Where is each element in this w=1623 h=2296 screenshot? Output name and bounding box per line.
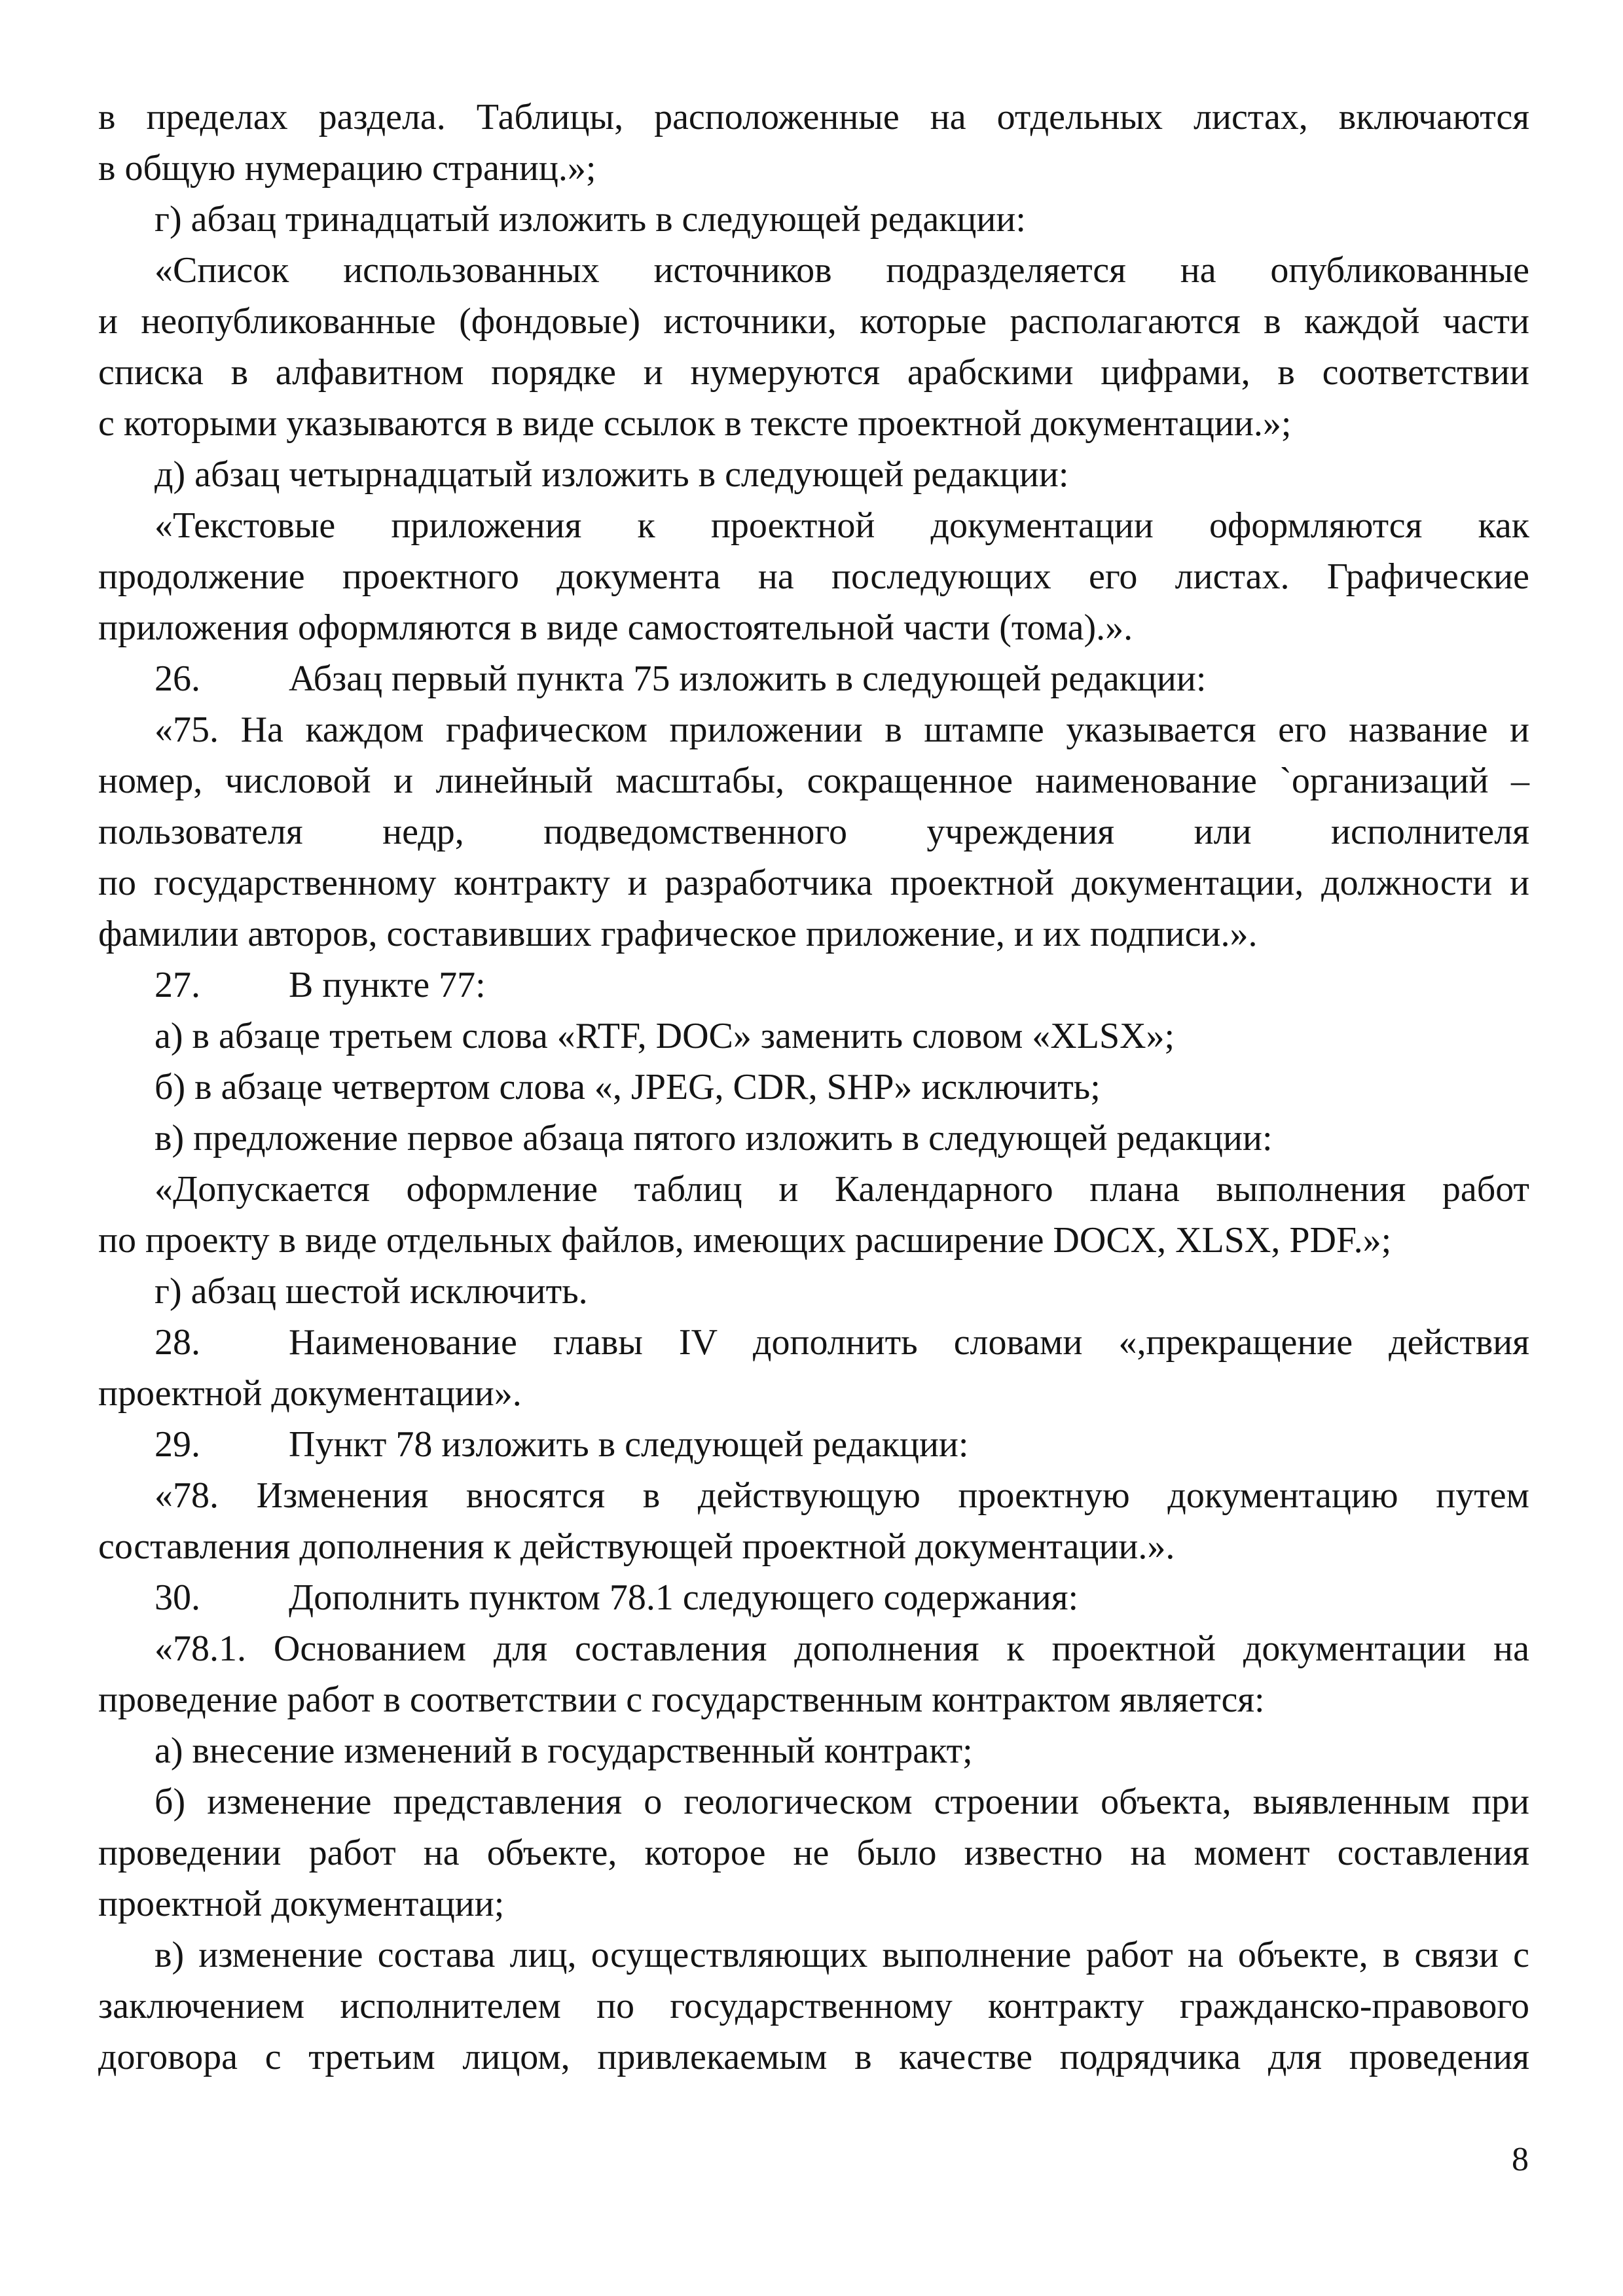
- text-line: по государственному контракту и разработчика проектной документации, должности и: [98, 863, 1529, 903]
- text-line: б) в абзаце четвертом слова «, JPEG, CDR, SHP» исключить;: [155, 1067, 1101, 1107]
- text-line: фамилии авторов, составивших графическое приложение, и их подписи.».: [98, 914, 1258, 954]
- text-line: приложения оформляются в виде самостоятельной части (тома).».: [98, 607, 1133, 648]
- text-line: «78. Изменения вносятся в действующую проектную документацию путем: [155, 1475, 1529, 1516]
- item-text: Дополнить пунктом 78.1 следующего содержания:: [289, 1577, 1079, 1618]
- text-line: а) в абзаце третьем слова «RTF, DOC» заменить словом «XLSX»;: [155, 1016, 1175, 1056]
- text-line: «78.1. Основанием для составления дополнения к проектной документации на: [155, 1628, 1529, 1669]
- text-line: списка в алфавитном порядке и нумеруются арабскими цифрами, в соответствии: [98, 352, 1529, 393]
- numbered-item-27: [98, 960, 1529, 1011]
- text-line: г) абзац тринадцатый изложить в следующей редакции:: [155, 199, 1026, 240]
- text-line: по проекту в виде отдельных файлов, имеющих расширение DOCX, XLSX, PDF.»;: [98, 1220, 1392, 1261]
- numbered-item-30: [98, 1572, 1529, 1623]
- text-line: проектной документации».: [98, 1373, 522, 1414]
- text-line: а) внесение изменений в государственный контракт;: [155, 1731, 973, 1771]
- document-body: [98, 92, 1529, 2083]
- item-text: Пункт 78 изложить в следующей редакции:: [289, 1424, 969, 1465]
- item-text: Наименование главы IV дополнить словами «,прекращение действия: [289, 1322, 1529, 1363]
- page-number: 8: [1512, 2141, 1529, 2178]
- item-number: 28.: [155, 1322, 200, 1363]
- text-line: продолжение проектного документа на последующих его листах. Графические: [98, 556, 1529, 597]
- item-text: В пункте 77:: [289, 965, 486, 1005]
- text-line: заключением исполнителем по государственному контракту гражданско-правового: [98, 1986, 1529, 2026]
- text-line: в общую нумерацию страниц.»;: [98, 148, 596, 188]
- text-line: проектной документации;: [98, 1884, 505, 1924]
- text-line: г) абзац шестой исключить.: [155, 1271, 588, 1312]
- text-line: в) изменение состава лиц, осуществляющих выполнение работ на объекте, в связи с: [155, 1935, 1529, 1975]
- numbered-item-28: [98, 1317, 1529, 1368]
- item-number: 30.: [155, 1577, 200, 1618]
- text-line: составления дополнения к действующей проектной документации.».: [98, 1526, 1175, 1567]
- text-line: в) предложение первое абзаца пятого изложить в следующей редакции:: [155, 1118, 1273, 1158]
- text-line: проведении работ на объекте, которое не было известно на момент составления: [98, 1833, 1529, 1873]
- item-number: 27.: [155, 965, 200, 1005]
- text-line: с которыми указываются в виде ссылок в тексте проектной документации.»;: [98, 403, 1292, 444]
- item-number: 29.: [155, 1424, 200, 1465]
- text-line: договора с третьим лицом, привлекаемым в качестве подрядчика для проведения: [98, 2037, 1529, 2077]
- text-line: и неопубликованные (фондовые) источники, которые располагаются в каждой части: [98, 301, 1529, 342]
- text-line: «Текстовые приложения к проектной документации оформляются как: [155, 505, 1529, 546]
- text-line: «Список использованных источников подразделяется на опубликованные: [155, 250, 1529, 291]
- item-text: Абзац первый пункта 75 изложить в следующей редакции:: [289, 658, 1207, 699]
- text-line: проведение работ в соответствии с государственным контрактом является:: [98, 1679, 1265, 1720]
- text-line: д) абзац четырнадцатый изложить в следующей редакции:: [155, 454, 1069, 495]
- text-line: «75. На каждом графическом приложении в штампе указывается его название и: [155, 709, 1529, 750]
- text-line: в пределах раздела. Таблицы, расположенные на отдельных листах, включаются: [98, 97, 1529, 137]
- text-line: «Допускается оформление таблиц и Календарного плана выполнения работ: [155, 1169, 1529, 1210]
- text-line: б) изменение представления о геологическом строении объекта, выявленным при: [155, 1782, 1529, 1822]
- numbered-item-26: [98, 653, 1529, 704]
- text-line: пользователя недр, подведомственного учреждения или исполнителя: [98, 812, 1529, 852]
- numbered-item-29: [98, 1419, 1529, 1470]
- item-number: 26.: [155, 658, 200, 699]
- text-line: номер, числовой и линейный масштабы, сокращенное наименование `организаций –: [98, 761, 1529, 801]
